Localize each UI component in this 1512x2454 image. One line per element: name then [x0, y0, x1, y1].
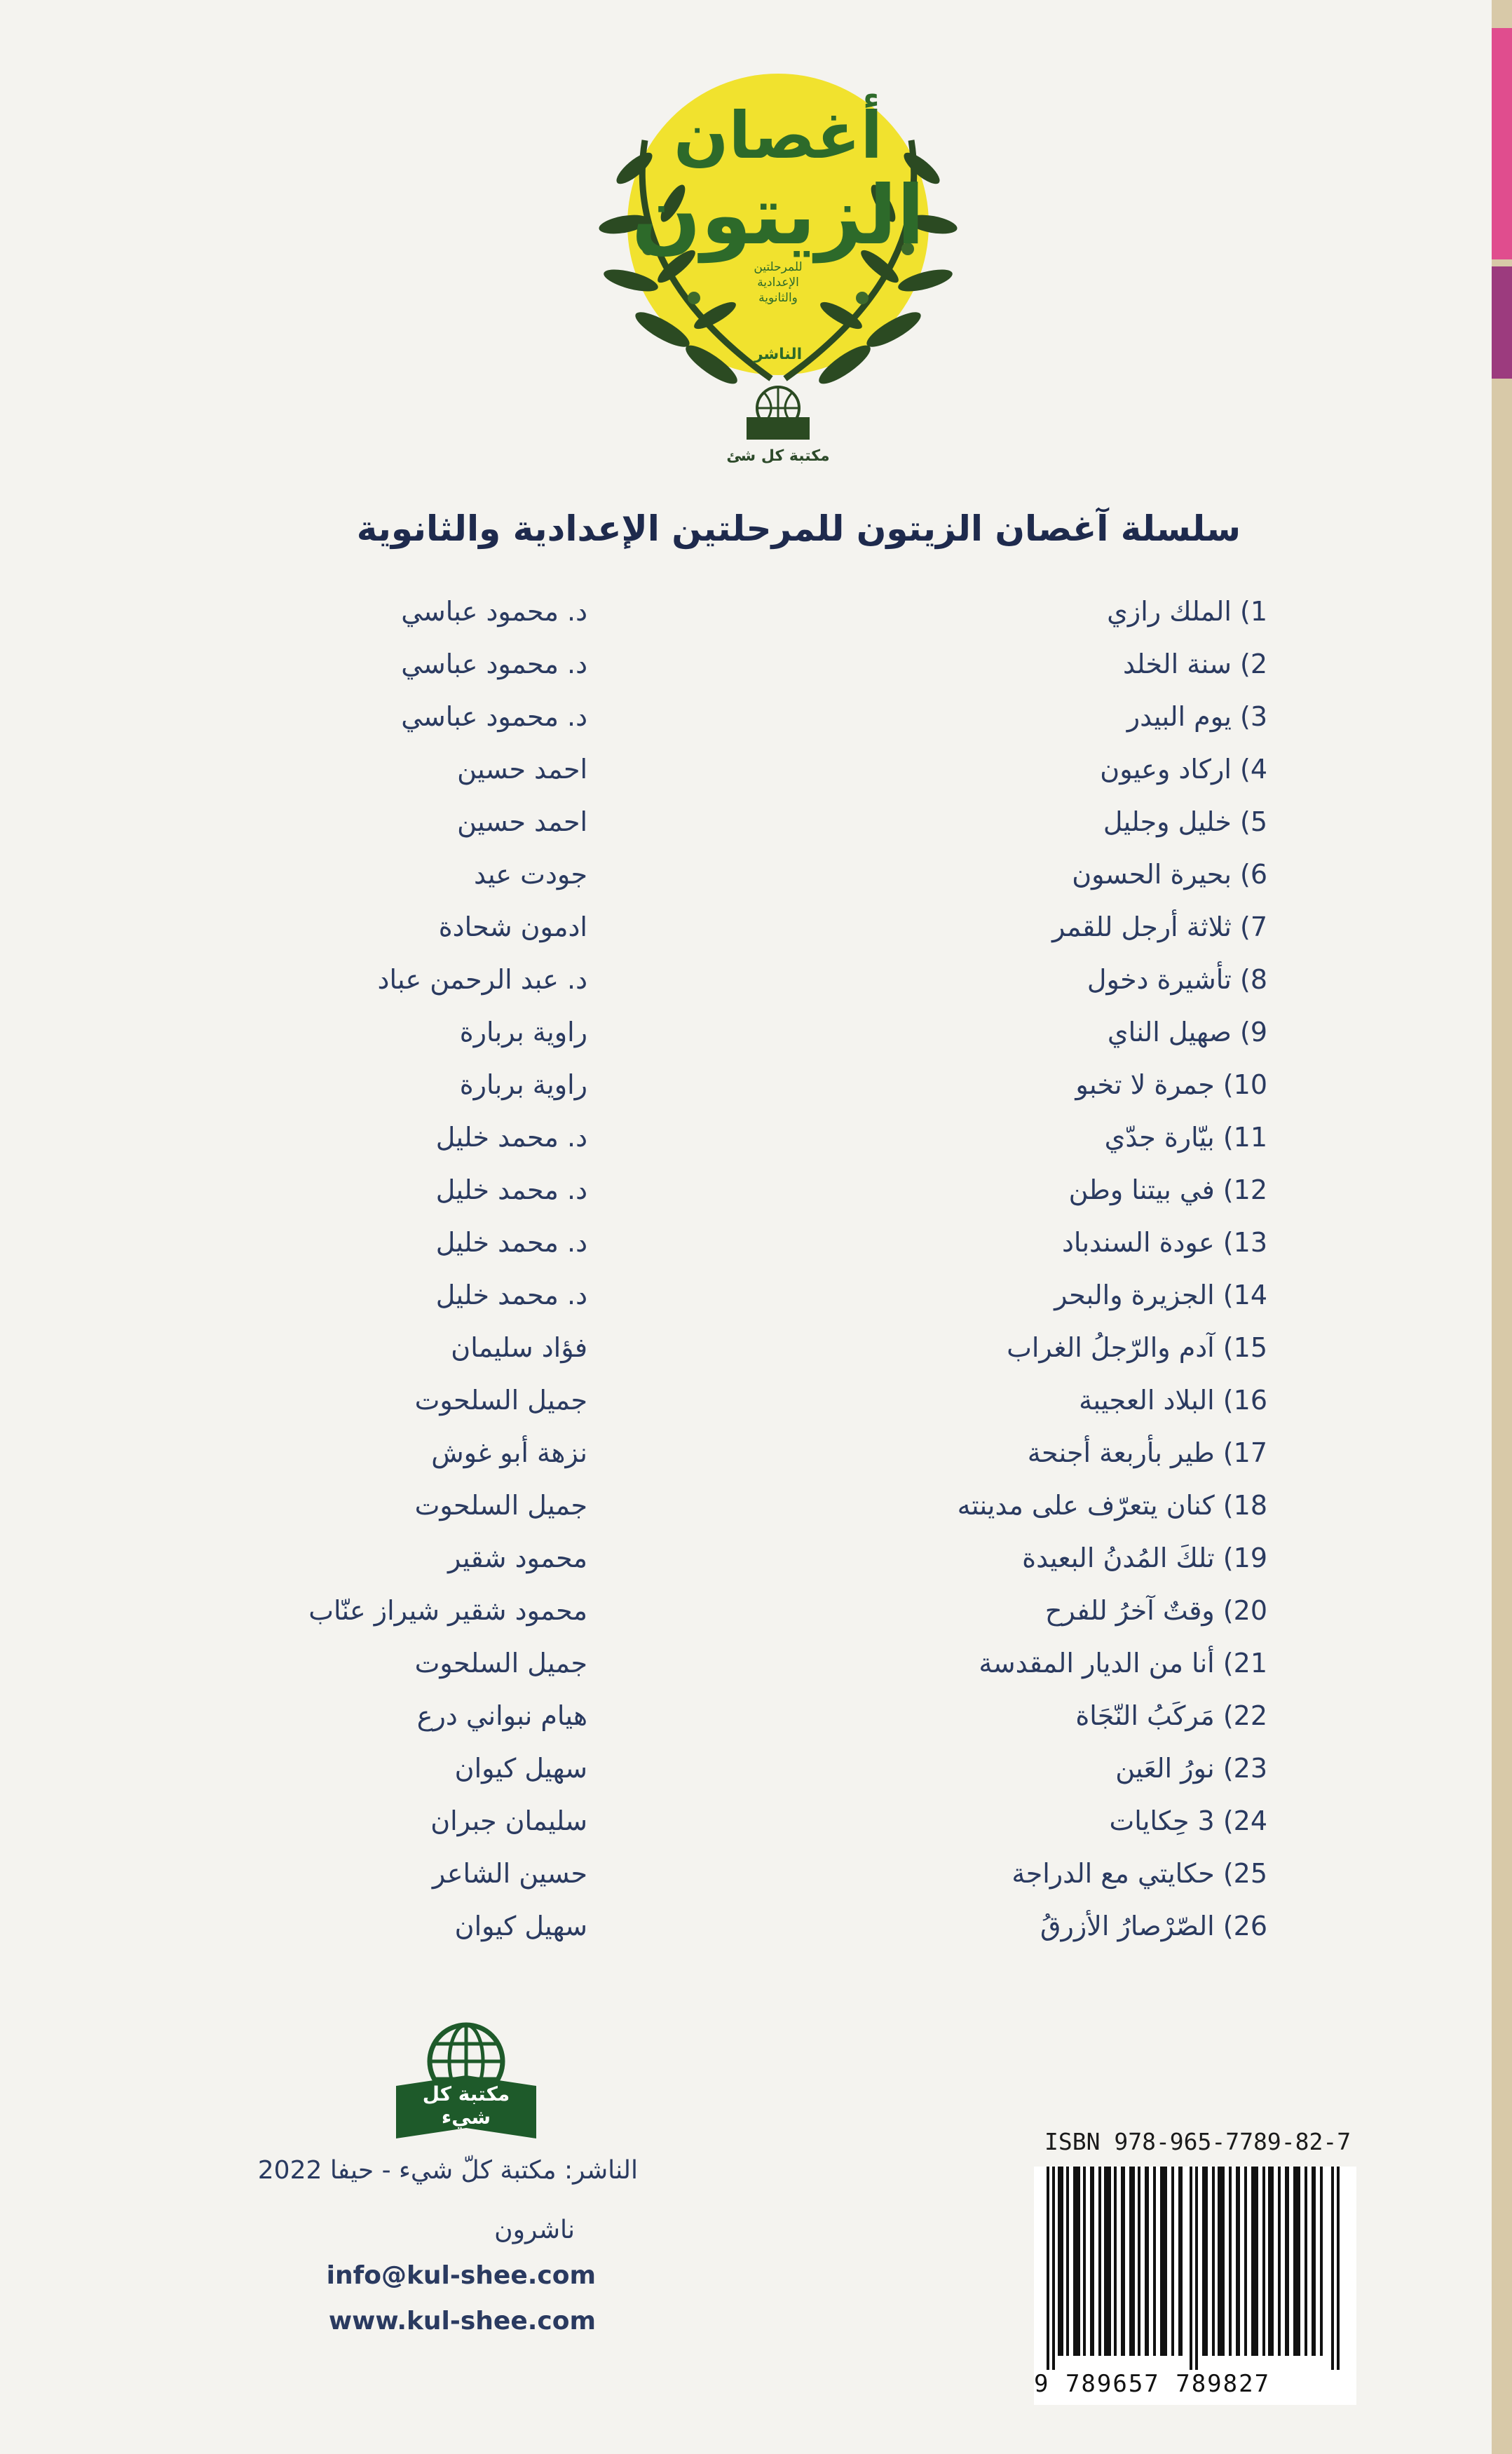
barcode-digits: 9 789657 789827	[1034, 2370, 1271, 2398]
book-author: د. محمود عباسي	[401, 596, 587, 627]
list-item	[0, 911, 1492, 964]
list-item	[0, 1858, 1492, 1911]
book-title: 24) 3 حِكايات	[1109, 1805, 1267, 1836]
list-item	[0, 1332, 1492, 1385]
list-item	[0, 1595, 1492, 1648]
list-item	[0, 1069, 1492, 1122]
book-title: 18) كنان يتعرّف على مدينته	[957, 1490, 1267, 1521]
list-item	[0, 964, 1492, 1017]
publisher-line: الناشر: مكتبة كلّ شيء - حيفا 2022	[257, 2156, 638, 2185]
book-title: 13) عودة السندباد	[1061, 1227, 1267, 1258]
book-title: 8) تأشيرة دخول	[1087, 964, 1267, 995]
book-author: د. محمد خليل	[435, 1174, 587, 1205]
list-item	[0, 1700, 1492, 1753]
list-item	[0, 1490, 1492, 1543]
book-title: 5) خليل وجليل	[1103, 806, 1267, 837]
logo-title-line1: أغصان	[673, 98, 883, 173]
barcode	[1034, 2167, 1356, 2405]
series-title: سلسلة آغصان الزيتون للمرحلتين الإعدادية والثانوية	[356, 508, 1241, 549]
book-title: 9) صهيل الناي	[1107, 1017, 1267, 1048]
book-title: 1) الملك رازي	[1107, 596, 1267, 627]
book-title: 23) نورُ العَين	[1115, 1753, 1267, 1784]
magenta-strip	[1492, 266, 1512, 379]
book-title: 2) سنة الخلد	[1122, 649, 1267, 679]
book-title: 25) حكايتي مع الدراجة	[1012, 1858, 1267, 1889]
book-author: د. محمد خليل	[435, 1122, 587, 1153]
book-title: 19) تلكَ المُدنُ البعيدة	[1022, 1543, 1267, 1573]
book-author: جميل السلحوت	[414, 1385, 587, 1416]
publisher-email: info@kul-shee.com	[326, 2261, 596, 2290]
logo-subtitle: للمرحلتين الإعدادية والثانوية	[754, 260, 803, 305]
list-item	[0, 1280, 1492, 1332]
list-item	[0, 1017, 1492, 1069]
publishers-label: ناشرون	[494, 2216, 575, 2244]
book-author: محمود شقير شيراز عنّاب	[308, 1595, 587, 1626]
book-author: د. محمد خليل	[435, 1227, 587, 1258]
book-title: 3) يوم البيدر	[1126, 701, 1267, 732]
isbn-label: ISBN 978-965-7789-82-7	[1044, 2128, 1351, 2155]
book-author: نزهة أبو غوش	[431, 1437, 587, 1468]
pink-strip	[1492, 28, 1512, 259]
book-title: 26) الصّرْصارُ الأزرقُ	[1040, 1911, 1267, 1941]
series-logo	[596, 63, 960, 484]
book-author: سهيل كيوان	[454, 1911, 587, 1941]
book-author: د. محمد خليل	[435, 1280, 587, 1310]
book-author: جميل السلحوت	[414, 1490, 587, 1521]
list-item	[0, 859, 1492, 911]
list-item	[0, 701, 1492, 754]
book-author: فؤاد سليمان	[451, 1332, 587, 1363]
book-author: د. محمود عباسي	[401, 701, 587, 732]
list-item	[0, 754, 1492, 806]
book-title: 16) البلاد العجيبة	[1079, 1385, 1267, 1416]
book-author: حسين الشاعر	[432, 1858, 587, 1889]
book-author: هيام نبواني درع	[416, 1700, 587, 1731]
list-item	[0, 1911, 1492, 1963]
list-item	[0, 1437, 1492, 1490]
book-title: 15) آدم والرّجلُ الغراب	[1007, 1332, 1267, 1363]
logo-title-line2: الزيتون	[631, 168, 925, 263]
list-item	[0, 806, 1492, 859]
book-title: 21) أنا من الديار المقدسة	[979, 1648, 1267, 1679]
book-author: سليمان جبران	[430, 1805, 587, 1836]
book-title: 4) اركاد وعيون	[1100, 754, 1267, 785]
list-item	[0, 1227, 1492, 1280]
publisher-logo-text: مكتبة كل شيء	[422, 2082, 510, 2129]
book-title: 10) جمرة لا تخبو	[1075, 1069, 1267, 1100]
logo-publisher-label: الناشر	[754, 346, 803, 363]
list-item	[0, 1805, 1492, 1858]
book-title: 14) الجزيرة والبحر	[1054, 1280, 1267, 1310]
book-title: 7) ثلاثة أرجل للقمر	[1052, 911, 1267, 942]
book-title: 6) بحيرة الحسون	[1072, 859, 1267, 890]
book-author: سهيل كيوان	[454, 1753, 587, 1784]
barcode-bars-icon	[1034, 2167, 1356, 2370]
adjacent-book-edge	[1492, 0, 1512, 2454]
list-item	[0, 1174, 1492, 1227]
list-item	[0, 1753, 1492, 1805]
list-item	[0, 1122, 1492, 1174]
list-item	[0, 1648, 1492, 1700]
book-author: د. عبد الرحمن عباد	[377, 964, 587, 995]
book-author: احمد حسين	[457, 806, 587, 837]
book-author: ادمون شحادة	[438, 911, 587, 942]
book-author: محمود شقير	[448, 1543, 587, 1573]
book-title: 17) طير بأربعة أجنحة	[1027, 1437, 1267, 1468]
book-title: 11) بيّارة جدّي	[1104, 1122, 1267, 1153]
book-title: 22) مَركَبُ النّجَاة	[1075, 1700, 1267, 1731]
book-title: 12) في بيتنا وطن	[1068, 1174, 1267, 1205]
book-author: احمد حسين	[457, 754, 587, 785]
list-item	[0, 596, 1492, 649]
book-author: جودت عيد	[474, 859, 587, 890]
list-item	[0, 1385, 1492, 1437]
logo-library-name: مكتبة كل شئ	[726, 447, 830, 465]
book-author: د. محمود عباسي	[401, 649, 587, 679]
book-author: راوية بربارة	[459, 1017, 587, 1048]
book-author: راوية بربارة	[459, 1069, 587, 1100]
publisher-website: www.kul-shee.com	[328, 2307, 596, 2336]
book-author: جميل السلحوت	[414, 1648, 587, 1679]
book-title: 20) وقتٌ آخرُ للفرح	[1044, 1595, 1267, 1626]
list-item	[0, 1543, 1492, 1595]
list-item	[0, 649, 1492, 701]
